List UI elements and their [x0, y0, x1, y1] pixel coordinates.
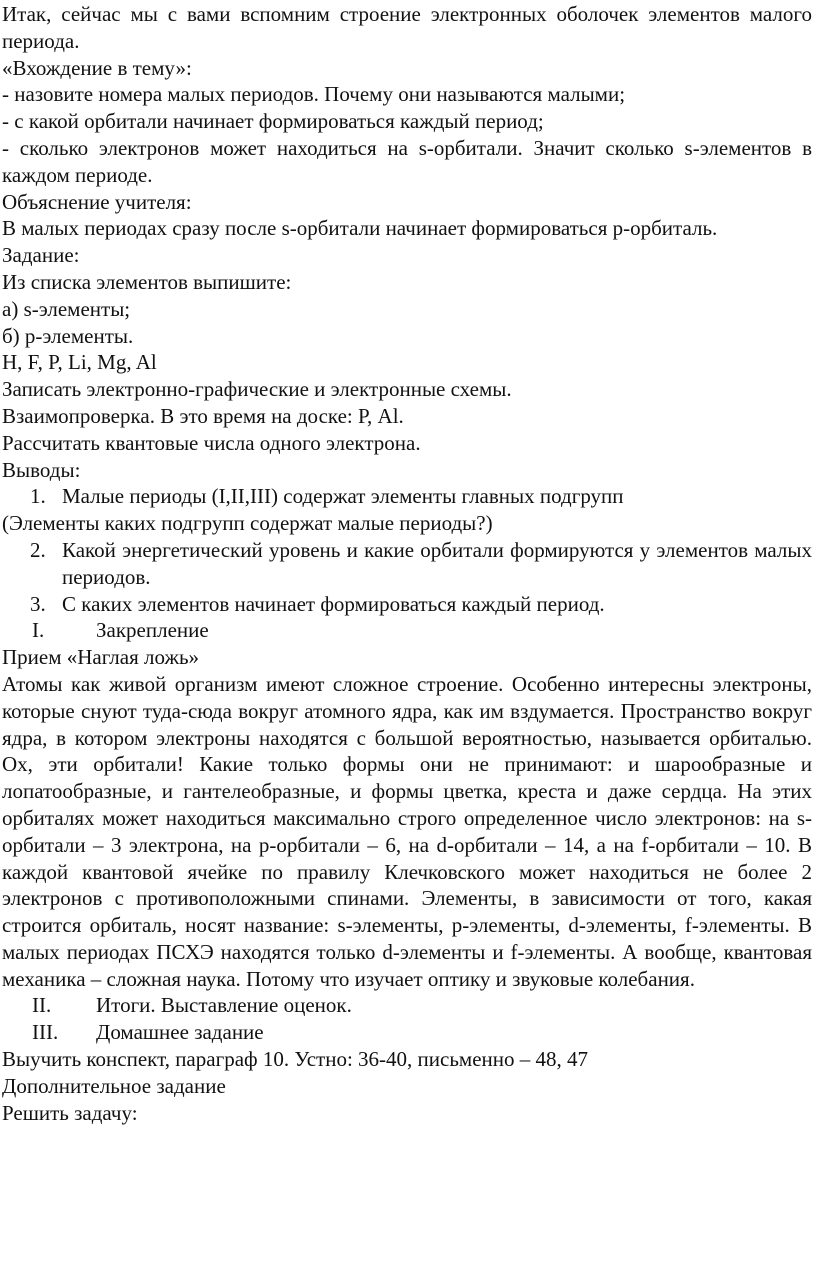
teacher-explanation: В малых периодах сразу после s-орбитали начинает формироваться p-орбиталь.: [2, 216, 718, 241]
section-number: I.: [32, 618, 45, 643]
list-number: 1.: [30, 484, 46, 509]
list-number: 2.: [30, 537, 46, 562]
extra-task-heading: Дополнительное задание: [2, 1073, 226, 1098]
task-option-b: б) р-элементы.: [2, 323, 134, 348]
false-facts-paragraph: Атомы как живой организм имеют сложное строение. Особенно интересны электроны, которые снуют туда-сюда вокруг атомного ядра, как им вздумается. Пространство вокруг ядра, в котором электроны находятся с большой вероятностью, называется орбиталью. Ох, эти орбитали! Какие только формы они не принимают: и шарообразные и лопатообразные, и гантелеобразные, и формы цветка, креста и даже сердца. На этих орбиталях может находиться максимально строго определенное число электронов: на s-орбитали – 3 электрона, на р-орбитали – 6, на d-орбитали – 14, а на f-орбитали – 10. В каждой квантовой ячейке по правилу Клечковского может находиться не более 2 электронов с противоположными спинами. Элементы, в зависимости от того, какая строится орбиталь, носят название: s-элементы, р-элементы, d-элементы, f-элементы. В малых периодах ПСХЭ находятся только d-элементы и f-элементы. А вообще, квантовая механика – сложная наука. Потому что изучает оптику и звуковые колебания.: [2, 671, 812, 991]
solve-task: Решить задачу:: [2, 1100, 138, 1125]
conclusions-heading: Выводы:: [2, 457, 81, 482]
list-text: Малые периоды (I,II,III) содержат элементы главных подгрупп: [62, 484, 624, 509]
list-text: Какой энергетический уровень и какие орбитали формируются у элементов малых периодов.: [62, 537, 812, 589]
task-heading: Задание:: [2, 243, 80, 268]
teacher-heading: Объяснение учителя:: [2, 189, 192, 214]
intro-question-2: - с какой орбитали начинает формироваться каждый период;: [2, 109, 544, 134]
task-instruction: Из списка элементов выпишите:: [2, 269, 292, 294]
peer-check: Взаимопроверка. В это время на доске: Р, Al.: [2, 403, 404, 428]
intro-paragraph: Итак, сейчас мы с вами вспомним строение электронных оболочек элементов малого периода.: [2, 2, 812, 53]
homework-text: Выучить конспект, параграф 10. Устно: 36-40, письменно – 48, 47: [2, 1047, 588, 1072]
section-reinforcement: [2, 617, 812, 644]
technique-title: Прием «Наглая ложь»: [2, 645, 200, 670]
section-label: Домашнее задание: [96, 1020, 264, 1045]
quantum-instruction: Рассчитать квантовые числа одного электрона.: [2, 430, 421, 455]
intro-question-3: - сколько электронов может находиться на s-орбитали. Значит сколько s-элементов в каждом периоде.: [2, 135, 812, 187]
conclusion-item-2: [2, 537, 812, 591]
section-homework: [2, 1019, 812, 1046]
conclusion-item-1: [2, 483, 812, 510]
section-label: Итоги. Выставление оценок.: [96, 993, 352, 1018]
schemes-instruction: Записать электронно-графические и электронные схемы.: [2, 377, 512, 402]
conclusion-note: (Элементы каких подгрупп содержат малые периоды?): [2, 511, 493, 536]
element-list: H, F, P, Li, Mg, Al: [2, 350, 157, 375]
section-summary: [2, 992, 812, 1019]
list-text: С каких элементов начинает формироваться каждый период.: [62, 591, 605, 616]
list-number: 3.: [30, 591, 46, 616]
intro-question-1: - назовите номера малых периодов. Почему они называются малыми;: [2, 82, 626, 107]
section-number: II.: [32, 993, 52, 1018]
section-number: III.: [32, 1020, 59, 1045]
conclusion-item-3: [2, 591, 812, 618]
task-option-a: а) s-элементы;: [2, 296, 131, 321]
intro-heading: «Вхождение в тему»:: [2, 55, 192, 80]
section-label: Закрепление: [96, 618, 209, 643]
